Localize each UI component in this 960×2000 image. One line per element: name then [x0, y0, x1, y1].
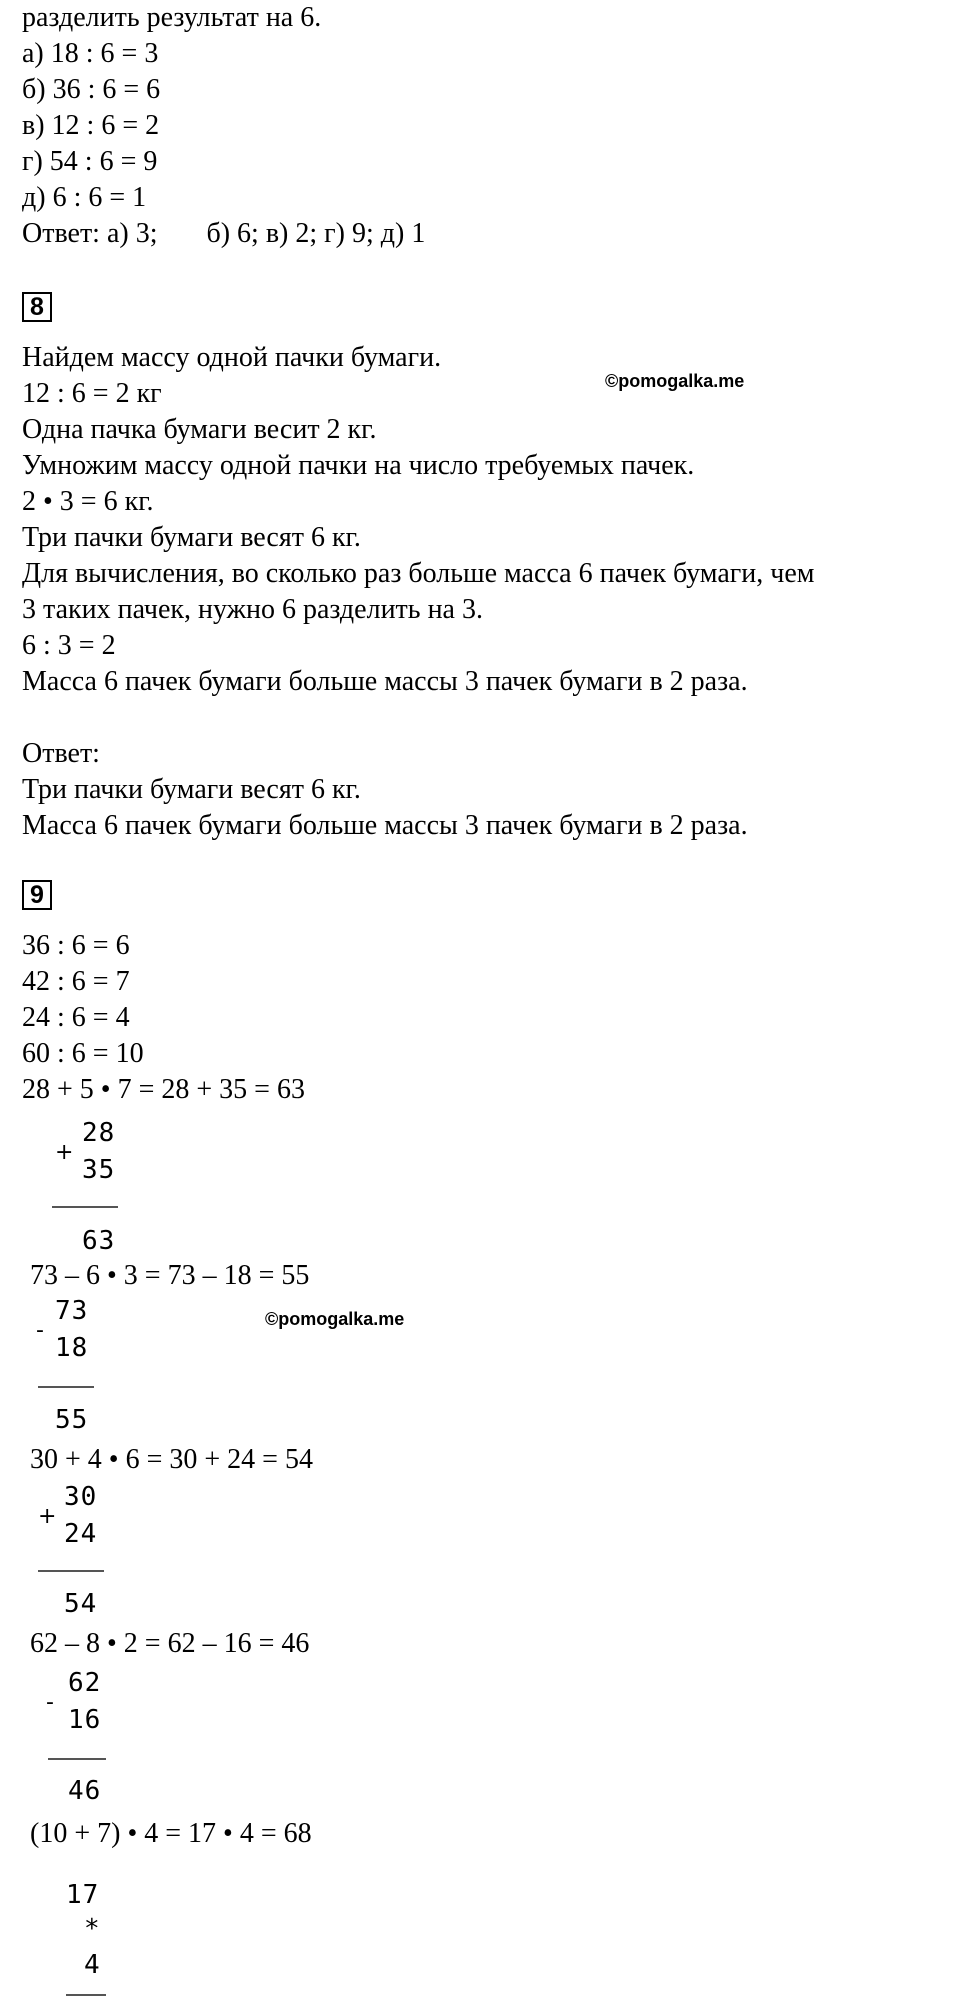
task8-line: Три пачки бумаги весят 6 кг. — [22, 522, 361, 553]
task-number-8: 8 — [22, 292, 52, 322]
task9-expression: 30 + 4 • 6 = 30 + 24 = 54 — [30, 1444, 313, 1475]
intro-line: а) 18 : 6 = 3 — [22, 38, 159, 69]
intro-line: б) 36 : 6 = 6 — [22, 74, 161, 105]
column-divider — [66, 1994, 106, 1996]
intro-line: в) 12 : 6 = 2 — [22, 110, 160, 141]
column-operand: 28 — [82, 1118, 116, 1148]
intro-answer: Ответ: а) 3; б) 6; в) 2; г) 9; д) 1 — [22, 218, 426, 249]
task9-expression: (10 + 7) • 4 = 17 • 4 = 68 — [30, 1818, 312, 1849]
task9-expression: 73 – 6 • 3 = 73 – 18 = 55 — [30, 1260, 310, 1291]
task9-line: 60 : 6 = 10 — [22, 1038, 144, 1069]
task8-line: Найдем массу одной пачки бумаги. — [22, 342, 442, 373]
column-operand: 17 — [66, 1880, 100, 1910]
task8-answer-label: Ответ: — [22, 738, 100, 769]
task8-line: Масса 6 пачек бумаги больше массы 3 пачек бумаги в 2 раза. — [22, 666, 748, 697]
intro-line: разделить результат на 6. — [22, 2, 322, 33]
task9-line: 28 + 5 • 7 = 28 + 35 = 63 — [22, 1074, 305, 1105]
column-operand: 18 — [55, 1333, 89, 1363]
column-divider — [52, 1206, 118, 1208]
task9-line: 36 : 6 = 6 — [22, 930, 130, 961]
task9-expression: 62 – 8 • 2 = 62 – 16 = 46 — [30, 1628, 310, 1659]
column-operand: 16 — [68, 1705, 102, 1735]
column-operand: 62 — [68, 1668, 102, 1698]
intro-line: г) 54 : 6 = 9 — [22, 146, 158, 177]
column-operand: 35 — [82, 1155, 116, 1185]
task9-line: 24 : 6 = 4 — [22, 1002, 130, 1033]
task8-line: Одна пачка бумаги весит 2 кг. — [22, 414, 377, 445]
task8-line: 12 : 6 = 2 кг — [22, 378, 162, 409]
column-operator: + — [38, 1504, 57, 1529]
column-result: 46 — [68, 1776, 102, 1806]
column-operator: * — [84, 1914, 101, 1944]
task8-line: Для вычисления, во сколько раз больше масса 6 пачек бумаги, чем — [22, 558, 815, 589]
task8-answer-line: Масса 6 пачек бумаги больше массы 3 пачек бумаги в 2 раза. — [22, 810, 748, 841]
task8-line: Умножим массу одной пачки на число требуемых пачек. — [22, 450, 695, 481]
column-result: 63 — [82, 1226, 116, 1256]
task8-answer-line: Три пачки бумаги весят 6 кг. — [22, 774, 361, 805]
watermark: ©pomogalka.me — [605, 371, 745, 391]
intro-line: д) 6 : 6 = 1 — [22, 182, 147, 213]
column-operand: 30 — [64, 1482, 98, 1512]
task8-line: 2 • 3 = 6 кг. — [22, 486, 154, 517]
column-divider — [48, 1758, 106, 1760]
column-operand: 24 — [64, 1519, 98, 1549]
column-operator: + — [55, 1140, 74, 1165]
task8-line: 6 : 3 = 2 — [22, 630, 116, 661]
task8-line: 3 таких пачек, нужно 6 разделить на 3. — [22, 594, 483, 625]
column-divider — [38, 1570, 104, 1572]
watermark: ©pomogalka.me — [265, 1309, 405, 1329]
column-divider — [38, 1386, 94, 1388]
column-operand: 73 — [55, 1296, 89, 1326]
column-result: 55 — [55, 1405, 89, 1435]
task-number-9: 9 — [22, 880, 52, 910]
task9-line: 42 : 6 = 7 — [22, 966, 130, 997]
column-operator: - — [46, 1690, 54, 1715]
column-operand: 4 — [84, 1950, 101, 1980]
column-result: 54 — [64, 1589, 98, 1619]
column-operator: - — [36, 1318, 44, 1343]
